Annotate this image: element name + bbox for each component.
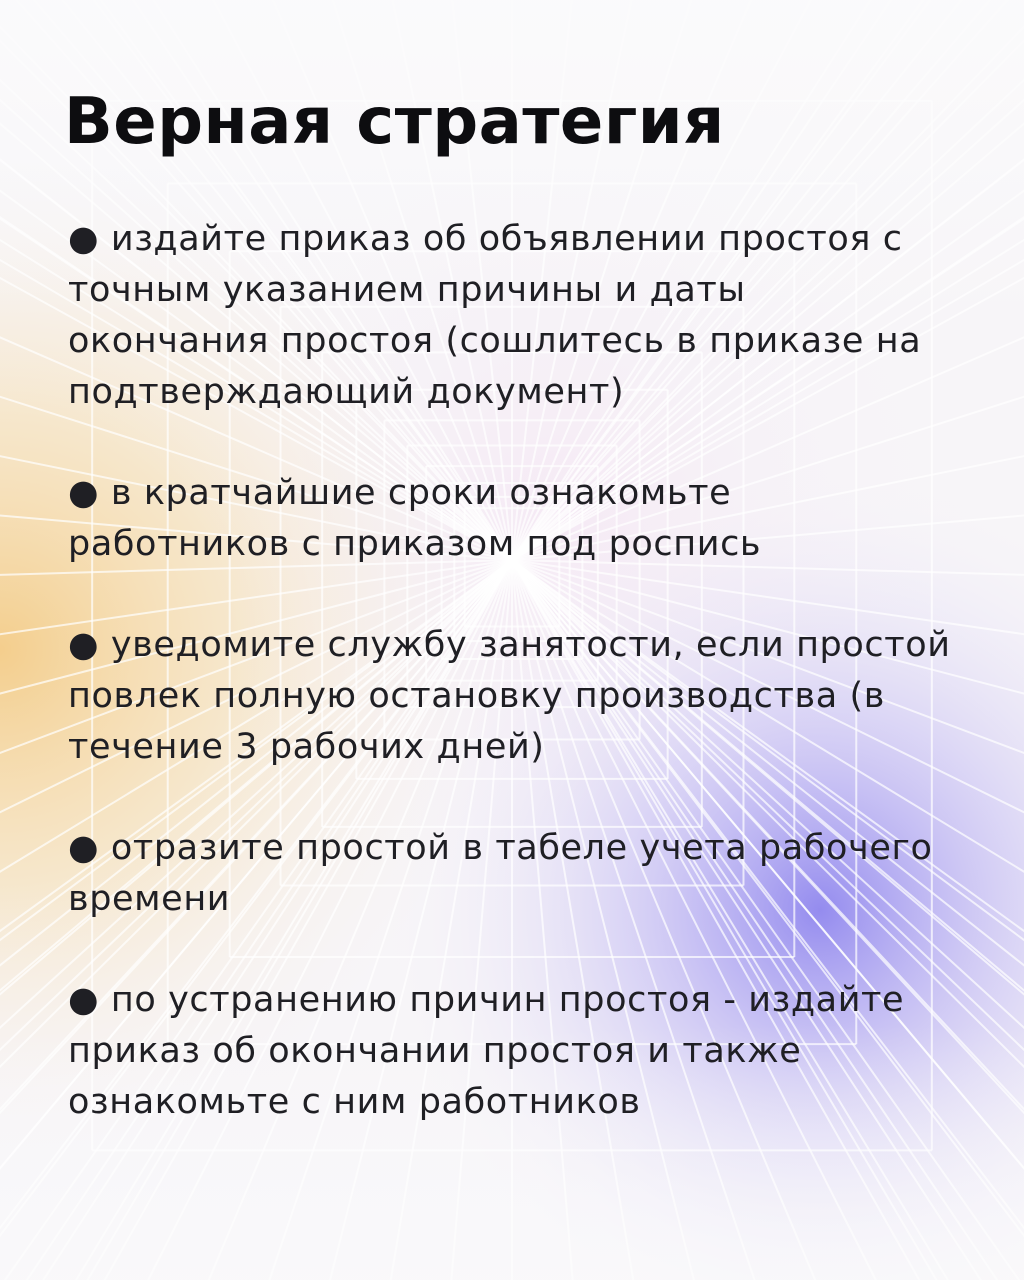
strategy-list	[68, 214, 998, 1178]
list-item-line: точным указанием причины и даты	[68, 270, 746, 310]
list-item-line: ● уведомите службу занятости, если простой	[68, 625, 951, 665]
list-item-line: приказ об окончании простоя и также	[68, 1031, 802, 1071]
list-item	[68, 823, 998, 925]
list-item-line: времени	[68, 879, 231, 919]
list-item-line: ● в кратчайшие сроки ознакомьте	[68, 473, 732, 513]
list-item	[68, 975, 998, 1128]
list-item-line: подтверждающий документ)	[68, 372, 625, 412]
list-item	[68, 468, 998, 570]
list-item-line: ● отразите простой в табеле учета рабочего	[68, 828, 933, 868]
list-item-line: течение 3 рабочих дней)	[68, 727, 545, 767]
list-item-line: ● издайте приказ об объявлении простоя с	[68, 219, 903, 259]
list-item-line: окончания простоя (сошлитесь в приказе на	[68, 321, 922, 361]
list-item-line: ● по устранению причин простоя - издайте	[68, 980, 905, 1020]
list-item	[68, 620, 998, 773]
list-item-line: повлек полную остановку производства (в	[68, 676, 885, 716]
page-title: Верная стратегия	[64, 85, 725, 159]
list-item-line: ознакомьте с ним работников	[68, 1082, 641, 1122]
list-item-line: работников с приказом под роспись	[68, 524, 762, 564]
list-item	[68, 214, 998, 418]
